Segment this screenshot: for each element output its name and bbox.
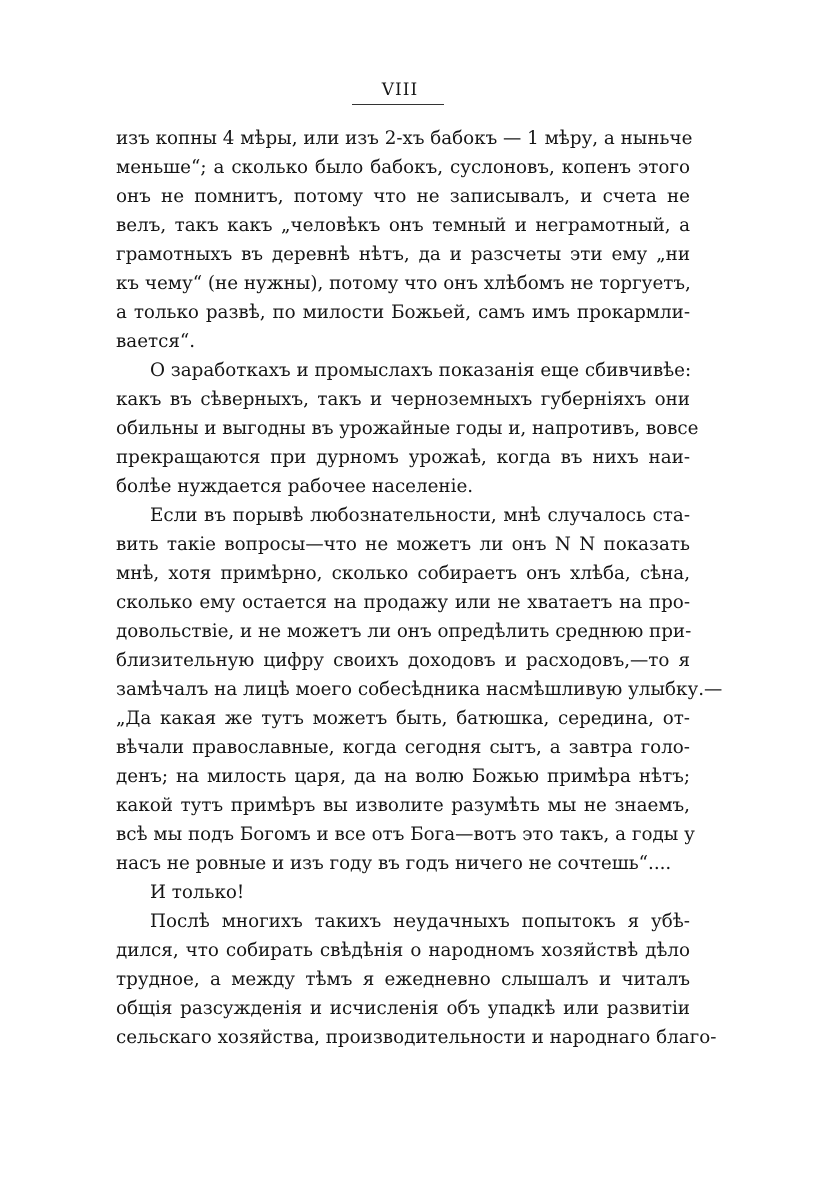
text-line: „Да какая же тутъ можетъ быть, батюшка, середина, от- [116,708,690,729]
text-line: насъ не ровные и изъ году въ годъ ничего не сочтешь“.... [116,853,672,874]
text-line: изъ копны 4 мѣры, или изъ 2-хъ бабокъ — 1 мѣру, а ныньче [116,128,693,149]
text-line: всѣ мы подъ Богомъ и все отъ Бога—вотъ это такъ, а годы у [116,824,695,845]
text-line: сколько ему остается на продажу или не хватаетъ на про- [116,592,690,613]
body-text [116,124,723,1052]
page-number: VIII [381,80,419,100]
text-line: велъ, такъ какъ „человѣкъ онъ темный и неграмотный, а [116,215,690,236]
text-line: трудное, а между тѣмъ я ежедневно слышалъ и читалъ [116,969,690,990]
text-line: Послѣ многихъ такихъ неудачныхъ попытокъ я убѣ- [150,911,690,932]
text-line: какой тутъ примѣръ вы изволите разумѣть мы не знаемъ, [116,795,690,816]
text-line: грамотныхъ въ деревнѣ нѣтъ, да и разсчеты эти ему „ни [116,244,690,265]
header-rule [352,104,444,105]
text-line: довольствіе, и не можетъ ли онъ опредѣлить среднюю при- [116,621,692,642]
text-line: общія разсужденія и исчисленія объ упадкѣ или развитіи [116,998,690,1019]
text-line: онъ не помнитъ, потому что не записывалъ, и счета не [116,186,690,207]
text-line: къ чему“ (не нужны), потому что онъ хлѣбомъ не торгуетъ, [116,273,691,294]
text-line: а только развѣ, по милости Божьей, самъ имъ прокармли- [116,302,690,323]
text-line: И только! [150,882,245,903]
text-line: денъ; на милость царя, да на волю Божью примѣра нѣтъ; [116,766,690,787]
paragraph-4 [116,878,690,907]
text-line: дился, что собирать свѣдѣнія о народномъ хозяйствѣ дѣло [116,940,690,961]
text-line: сельскаго хозяйства, производительности и народнаго благо- [116,1027,717,1048]
text-line: вается“. [116,331,196,352]
text-line: обильны и выгодны въ урожайные годы и, напротивъ, вовсе [116,418,699,439]
text-line: О заработкахъ и промыслахъ показанія еще сбивчивѣе: [150,360,692,381]
text-line: меньше“; а сколько было бабокъ, суслоновъ, копенъ этого [116,157,690,178]
text-line: вить такіе вопросы—что не можетъ ли онъ N N показать [116,534,690,555]
paragraph-2 [116,356,699,501]
text-line: прекращаются при дурномъ урожаѣ, когда въ нихъ наи- [116,447,690,468]
text-line: вѣчали православные, когда сегодня сытъ, а завтра голо- [116,737,690,758]
paragraph-3 [116,501,723,878]
text-line: близительную цифру своихъ доходовъ и расходовъ,—то я [116,650,690,671]
paragraph-5 [116,907,717,1052]
text-line: болѣе нуждается рабочее населеніе. [116,476,474,497]
text-line: Если въ порывѣ любознательности, мнѣ случалось ста- [150,505,690,526]
text-line: мнѣ, хотя примѣрно, сколько собираетъ онъ хлѣба, сѣна, [116,563,690,584]
paragraph-1 [116,124,693,356]
text-line: замѣчалъ на лицѣ моего собесѣдника насмѣшливую улыбку.— [116,679,723,700]
text-line: какъ въ сѣверныхъ, такъ и черноземныхъ губерніяхъ они [116,389,690,410]
